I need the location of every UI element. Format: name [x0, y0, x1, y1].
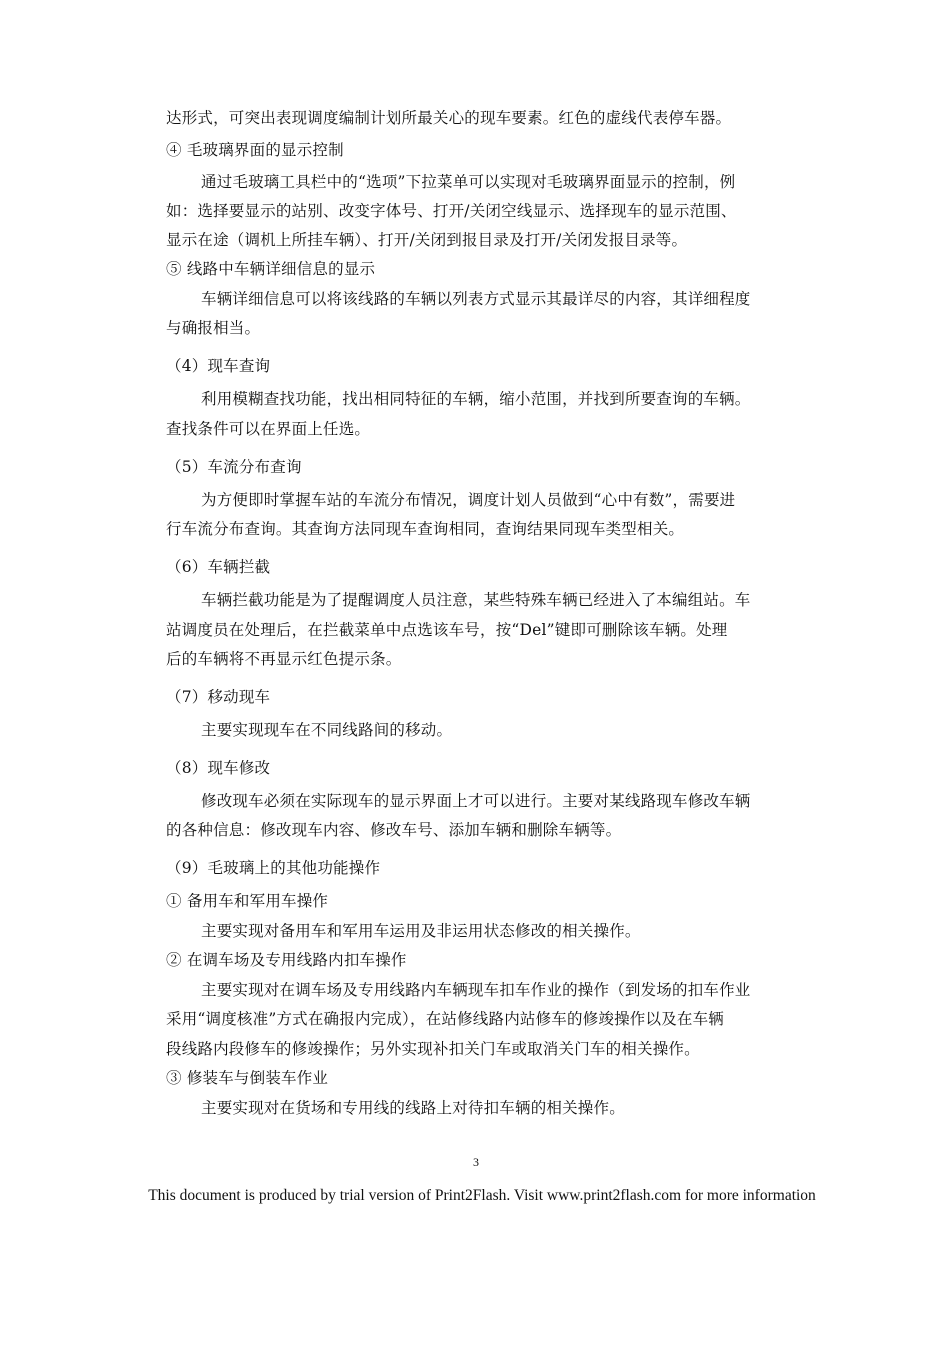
paragraph-line: 为方便即时掌握车站的车流分布情况，调度计划人员做到“心中有数”，需要进 — [201, 491, 736, 509]
paragraph-line: 主要实现现车在不同线路间的移动。 — [201, 721, 453, 739]
paragraph-line: 段线路内段修车的修竣操作；另外实现补扣关门车或取消关门车的相关操作。 — [166, 1040, 700, 1058]
list-heading: ① 备用车和军用车操作 — [166, 892, 329, 910]
paragraph-line: 与确报相当。 — [166, 319, 261, 337]
paragraph-line: 的各种信息：修改现车内容、修改车号、添加车辆和删除车辆等。 — [166, 821, 622, 839]
paragraph-line: 行车流分布查询。其查询方法同现车查询相同，查询结果同现车类型相关。 — [166, 520, 685, 538]
paragraph-line: 如：选择要显示的站别、改变字体号、打开/关闭空线显示、选择现车的显示范围、 — [166, 202, 737, 220]
paragraph-line: 主要实现对备用车和军用车运用及非运用状态修改的相关操作。 — [201, 922, 641, 940]
section-heading: （5）车流分布查询 — [166, 458, 302, 476]
paragraph-line: 显示在途（调机上所挂车辆）、打开/关闭到报目录及打开/关闭发报目录等。 — [166, 231, 688, 249]
paragraph-line: 主要实现对在调车场及专用线路内车辆现车扣车作业的操作（到发场的扣车作业 — [201, 981, 751, 999]
page-number: 3 — [473, 1155, 479, 1169]
paragraph-line: 车辆详细信息可以将该线路的车辆以列表方式显示其最详尽的内容，其详细程度 — [201, 290, 751, 308]
paragraph-line: 查找条件可以在界面上任选。 — [166, 420, 371, 438]
paragraph-line: 站调度员在处理后，在拦截菜单中点选该车号，按“Del”键即可删除该车辆。处理 — [166, 621, 728, 639]
paragraph-line: 达形式，可突出表现调度编制计划所最关心的现车要素。红色的虚线代表停车器。 — [166, 109, 732, 127]
section-heading: （7）移动现车 — [166, 688, 271, 706]
paragraph-line: 修改现车必须在实际现车的显示界面上才可以进行。主要对某线路现车修改车辆 — [201, 792, 751, 810]
list-heading: ⑤ 线路中车辆详细信息的显示 — [166, 260, 376, 278]
section-heading: （8）现车修改 — [166, 759, 271, 777]
paragraph-line: 主要实现对在货场和专用线的线路上对待扣车辆的相关操作。 — [201, 1099, 625, 1117]
paragraph-line: 利用模糊查找功能，找出相同特征的车辆，缩小范围，并找到所要查询的车辆。 — [201, 390, 751, 408]
list-heading: ③ 修装车与倒装车作业 — [166, 1069, 329, 1087]
paragraph-line: 车辆拦截功能是为了提醒调度人员注意，某些特殊车辆已经进入了本编组站。车 — [201, 591, 751, 609]
paragraph-line: 通过毛玻璃工具栏中的“选项”下拉菜单可以实现对毛玻璃界面显示的控制，例 — [201, 173, 736, 191]
list-heading: ② 在调车场及专用线路内扣车操作 — [166, 951, 407, 969]
section-heading: （6）车辆拦截 — [166, 558, 271, 576]
section-heading: （9）毛玻璃上的其他功能操作 — [166, 859, 381, 877]
paragraph-line: 采用“调度核准”方式在确报内完成），在站修线路内站修车的修竣操作以及在车辆 — [166, 1010, 725, 1028]
list-heading: ④ 毛玻璃界面的显示控制 — [166, 141, 344, 159]
trial-watermark-footer: This document is produced by trial version of Print2Flash. Visit www.print2flash.com for more information — [148, 1187, 816, 1204]
section-heading: （4）现车查询 — [166, 357, 271, 375]
paragraph-line: 后的车辆将不再显示红色提示条。 — [166, 650, 402, 668]
